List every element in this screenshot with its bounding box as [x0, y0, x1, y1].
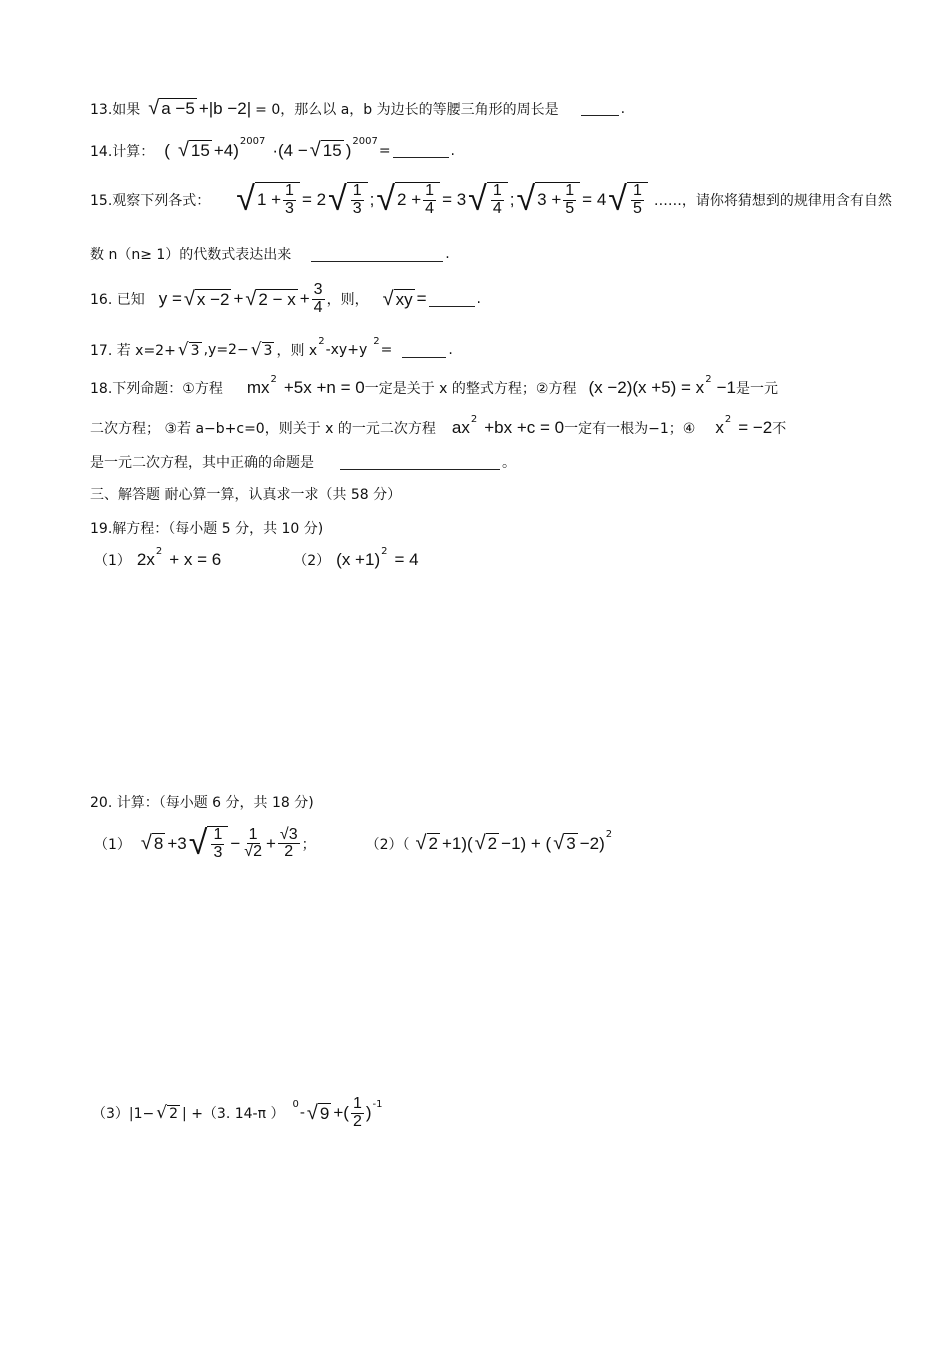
question-18	[90, 373, 778, 398]
q17-sup2: 2	[373, 335, 380, 347]
question-17	[90, 335, 453, 360]
q15-eq1: = 2	[301, 189, 327, 209]
q13-abs: |b −2|	[208, 98, 252, 118]
q16-plus2: +	[299, 289, 310, 309]
q20-part3-label: （3）|1−	[92, 1106, 155, 1123]
q18-t4: 不	[772, 421, 787, 437]
question-19-parts	[94, 545, 419, 570]
q14-open: (	[164, 140, 170, 160]
q16-sqrt1: √ x −2	[183, 287, 230, 310]
section-3-text: 三、解答题 耐心算一算，认真求一求（共 58 分）	[90, 487, 402, 503]
q19-label: 19.解方程：（每小题 5 分，共 10 分)	[90, 521, 324, 537]
q17-mid: ,y=2−	[203, 342, 249, 358]
q19-part1-eqb: + x = 6	[169, 550, 222, 569]
q17-sqrt2: √ 3	[250, 339, 273, 360]
q18-eq2-sup: 2	[705, 373, 712, 385]
q16-y: y =	[158, 289, 182, 309]
q16-answer-blank[interactable]	[429, 292, 475, 307]
question-16	[90, 282, 481, 317]
q16-sqrt2: √ 2 − x	[245, 287, 296, 310]
q17-sqrt1: √ 3	[177, 339, 200, 360]
question-14	[90, 136, 455, 161]
question-20-part3	[92, 1096, 384, 1131]
q15-eq2: = 3	[442, 189, 467, 209]
q16-label: 16. 已知	[90, 292, 145, 309]
q14-end: .	[450, 142, 455, 159]
q20-sqrt9: √ 9	[306, 1101, 330, 1124]
q15-line2-text: 数 n（n≥ 1）的代数式表达出来	[90, 247, 292, 263]
q13-eq: = 0，	[255, 101, 295, 118]
q18-line2a: 二次方程； ③若 a−b+c=0，则关于 x 的一元二次方程	[90, 421, 436, 437]
q20-semi: ；	[301, 836, 316, 853]
q20-part2-label: （2）（	[365, 836, 410, 853]
q18-t3: 一定有一根为−1；④	[564, 421, 696, 437]
q17-sup1: 2	[318, 335, 325, 347]
q20-p3mid: | +（3. 14-π ）	[182, 1106, 285, 1123]
q14-eq: =	[378, 142, 391, 159]
q14-exp2: 2007	[352, 136, 378, 147]
q20-minus: −	[230, 833, 241, 853]
q15-sqrt1b: √ $\frac{1}{3}$	[328, 182, 368, 218]
q13-end: .	[620, 100, 626, 117]
q20-exp0: 0	[292, 1098, 299, 1110]
q18-eq1b: +5x +n = 0	[283, 378, 365, 397]
q20-label: 20. 计算：（每小题 6 分，共 18 分)	[90, 795, 314, 811]
q19-part2-eq: (x +1)	[336, 550, 381, 569]
q20-sqrt2b: √ 2	[474, 832, 498, 855]
q20-sqrt-frac: √ $\frac{1}{3}$	[189, 826, 229, 862]
q14-part2: )	[345, 140, 352, 160]
q20-p3plus: +(	[333, 1103, 349, 1123]
q15-sqrt2: √ 2 + $\frac{1}{4}$	[376, 182, 440, 218]
q18-eq2: (x −2)(x +5) = x	[588, 378, 705, 397]
q17-label: 17. 若 x=2+	[90, 343, 176, 359]
q20-expm1: -1	[372, 1098, 383, 1110]
q16-sqrt3: √ xy	[382, 287, 413, 310]
q18-label: 18.下列命题：①方程	[90, 381, 223, 397]
q18-eq2b: −1	[716, 378, 736, 397]
q20-p2exp: 2	[605, 829, 613, 841]
q16-frac: $\frac{3}{4}$	[313, 281, 323, 316]
q14-exp1: 2007	[239, 136, 266, 147]
q15-label: 15.观察下列各式：	[90, 192, 211, 209]
q13-answer-blank[interactable]	[581, 101, 619, 116]
q19-part1-sup: 2	[155, 545, 163, 557]
q17-mid2: -xy+y	[325, 342, 368, 358]
q18-eq3-sup: 2	[470, 413, 478, 425]
q18-eq1-sup: 2	[270, 373, 277, 385]
q14-sqrt2: √ 15	[309, 139, 342, 161]
q13-sqrt: √ a −5	[148, 97, 195, 119]
q20-plus3: +3	[167, 833, 187, 853]
q13-label: 13.如果	[90, 101, 141, 118]
q16-end: .	[476, 291, 481, 308]
q17-answer-blank[interactable]	[402, 343, 446, 358]
question-18-line2	[90, 413, 787, 438]
q15-answer-blank[interactable]	[311, 247, 443, 262]
q20-p2mid2: −1) + (	[501, 833, 552, 853]
q15-tail: ……，请你将猜想到的规律用含有自然	[653, 192, 892, 209]
q13-plus: +	[198, 98, 209, 118]
q20-sqrt8: √ 8	[140, 832, 164, 855]
q15-sep1: ;	[369, 189, 375, 209]
q15-sqrt2b: √ $\frac{1}{4}$	[468, 182, 508, 218]
q18-eq3: ax	[451, 418, 470, 437]
q18-eq1: mx	[246, 378, 270, 397]
q17-eq: =	[380, 342, 393, 358]
q18-end: 。	[502, 455, 516, 471]
q20-sqrt2c: √ 2	[156, 1102, 179, 1123]
q15-end: .	[445, 246, 450, 262]
q14-label: 14.计算：	[90, 143, 155, 160]
question-18-line3	[90, 452, 516, 472]
q18-eq4b: = −2	[738, 418, 773, 437]
q20-frac2: $\frac{1}{√2}$	[244, 825, 262, 861]
q20-p2mid: +1)(	[441, 833, 473, 853]
q20-frac3: $\frac{√3}{2}$	[279, 825, 298, 861]
q20-sqrt3: √ 3	[553, 832, 576, 855]
q19-part2-sup: 2	[381, 545, 388, 557]
q19-part1-eq: 2x	[136, 550, 155, 569]
section-3-heading	[90, 484, 401, 504]
q16-eq: =	[416, 289, 427, 309]
question-13	[90, 98, 625, 119]
q19-part2-eqb: = 4	[394, 550, 419, 569]
question-20-parts	[94, 826, 613, 862]
q14-dot: ·(4 −	[272, 140, 308, 160]
q19-part2-label: （2）	[293, 553, 331, 569]
question-15	[90, 182, 892, 218]
q15-eq3: = 4	[582, 189, 607, 209]
q20-part1-label: （1）	[94, 836, 131, 853]
q19-part1-label: （1）	[94, 553, 131, 569]
q20-p2end: −2)	[579, 833, 605, 853]
q13-text: 那么以 a，b 为边长的等腰三角形的周长是	[294, 101, 559, 118]
q14-sqrt1: √ 15	[177, 139, 210, 161]
q18-answer-blank[interactable]	[340, 455, 500, 470]
q18-t1: 一定是关于 x 的整式方程；②方程	[364, 381, 577, 397]
question-19	[90, 518, 323, 538]
q17-end: .	[448, 342, 453, 358]
q14-answer-blank[interactable]	[393, 143, 449, 158]
question-20	[90, 792, 314, 812]
q20-sqrt2a: √ 2	[415, 832, 438, 855]
q18-eq3b: +bx +c = 0	[484, 418, 565, 437]
q15-sqrt1: √ 1 + $\frac{1}{3}$	[236, 182, 300, 218]
q15-sep2: ;	[509, 189, 515, 209]
q20-plus: +	[265, 833, 276, 853]
q18-line3: 是一元二次方程，其中正确的命题是	[90, 455, 314, 471]
q16-plus1: +	[233, 289, 244, 309]
q20-p3mid2: -	[299, 1105, 305, 1122]
q17-then: ，则 x	[276, 343, 318, 359]
q14-part1: +4)	[213, 140, 239, 160]
q18-t2: 是一元	[735, 381, 778, 397]
q15-sqrt3b: √ $\frac{1}{5}$	[608, 182, 648, 218]
q18-eq4-sup: 2	[724, 413, 732, 425]
q20-p3close: )	[365, 1103, 372, 1123]
q18-eq4: x	[715, 418, 724, 437]
question-15-line2	[90, 244, 450, 264]
q15-sqrt3: √ 3 + $\frac{1}{5}$	[516, 182, 580, 218]
q20-frac-half: $\frac{1}{2}$	[352, 1095, 362, 1130]
q16-then: ，则，	[326, 292, 369, 309]
